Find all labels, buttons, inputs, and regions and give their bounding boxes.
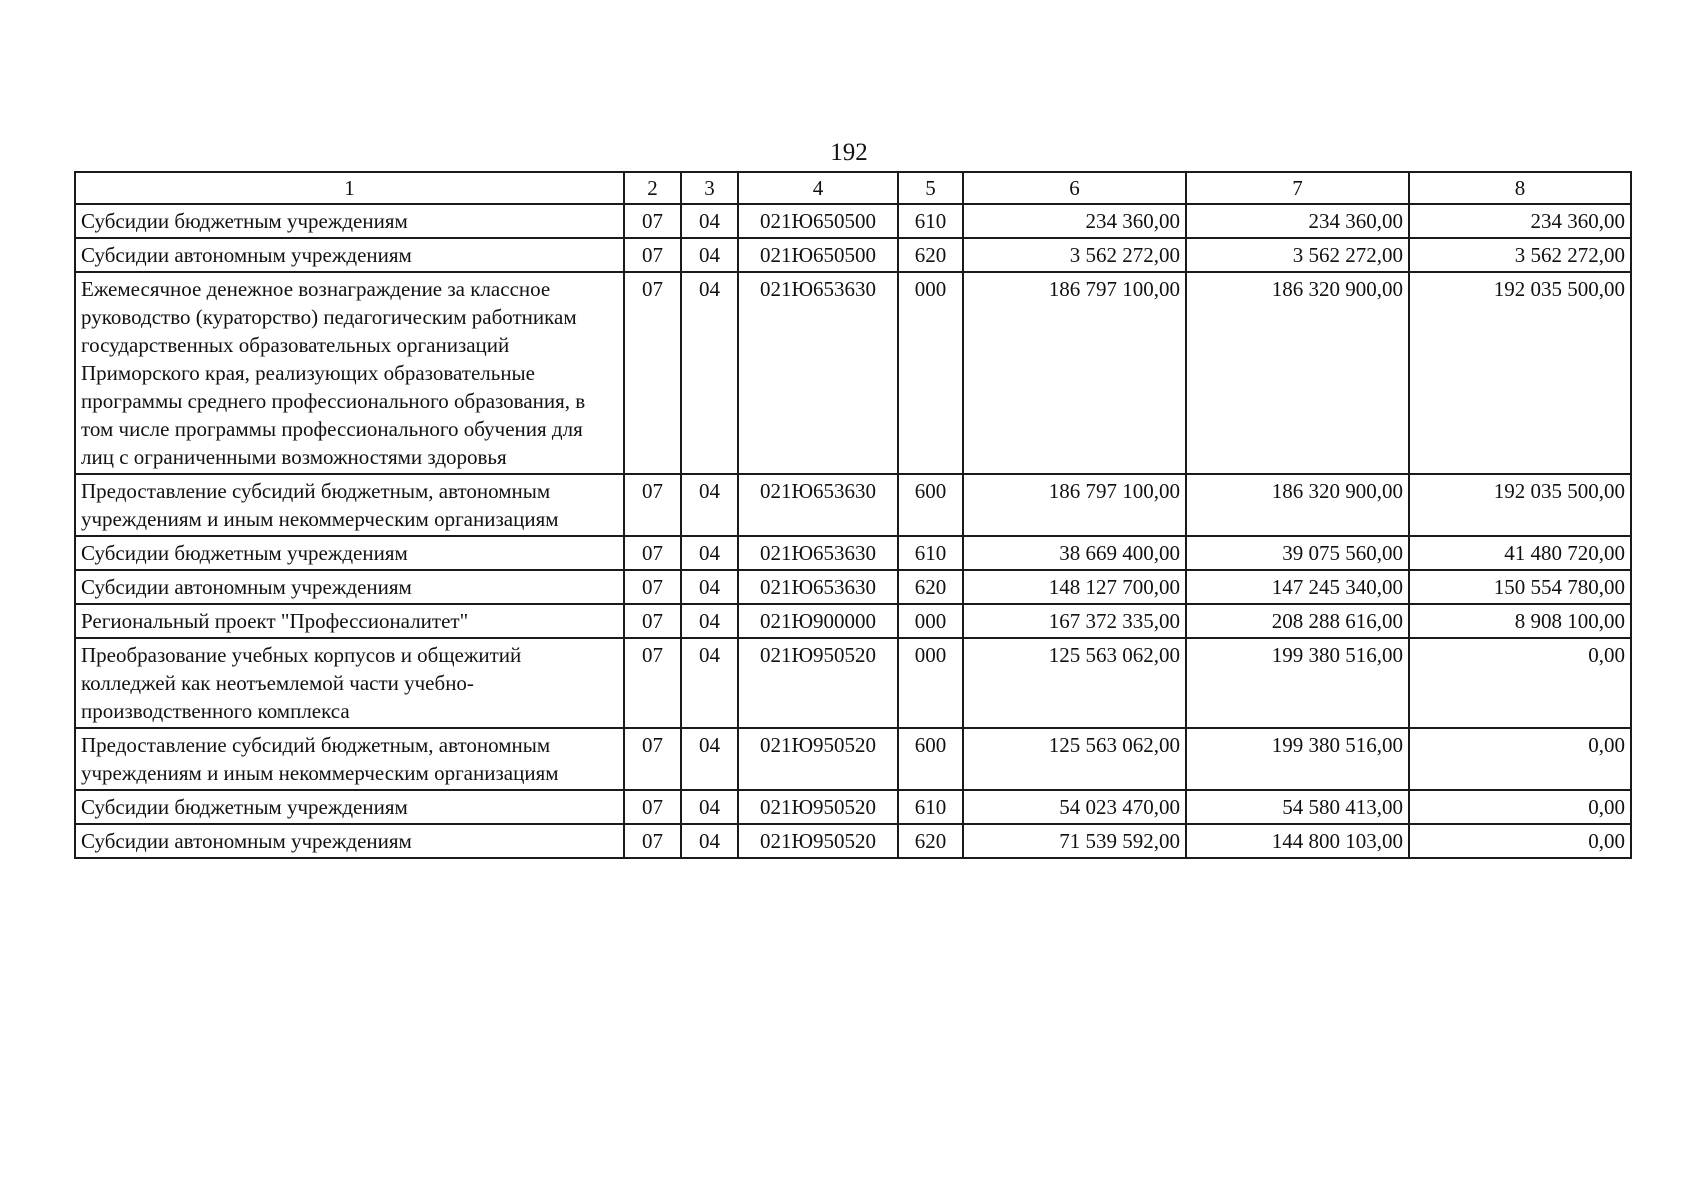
row-target-code: 021Ю900000 (738, 604, 898, 638)
row-name: Предоставление субсидий бюджетным, автономным учреждениям и иным некоммерческим организациям (75, 728, 624, 790)
row-amount-col8: 41 480 720,00 (1409, 536, 1631, 570)
row-subsection: 04 (681, 638, 738, 728)
row-section: 07 (624, 824, 681, 858)
row-expense-type: 000 (898, 272, 963, 474)
row-subsection: 04 (681, 824, 738, 858)
row-target-code: 021Ю950520 (738, 824, 898, 858)
column-header-3: 3 (681, 172, 738, 204)
row-section: 07 (624, 570, 681, 604)
row-target-code: 021Ю950520 (738, 638, 898, 728)
column-header-8: 8 (1409, 172, 1631, 204)
row-name: Предоставление субсидий бюджетным, автономным учреждениям и иным некоммерческим организациям (75, 474, 624, 536)
row-amount-col8: 8 908 100,00 (1409, 604, 1631, 638)
row-subsection: 04 (681, 790, 738, 824)
row-amount-col7: 234 360,00 (1186, 204, 1409, 238)
row-name: Субсидии автономным учреждениям (75, 570, 624, 604)
row-amount-col7: 144 800 103,00 (1186, 824, 1409, 858)
row-expense-type: 000 (898, 604, 963, 638)
row-expense-type: 000 (898, 638, 963, 728)
row-subsection: 04 (681, 474, 738, 536)
row-amount-col6: 71 539 592,00 (963, 824, 1186, 858)
row-amount-col7: 208 288 616,00 (1186, 604, 1409, 638)
row-amount-col7: 186 320 900,00 (1186, 474, 1409, 536)
row-amount-col7: 54 580 413,00 (1186, 790, 1409, 824)
table-row (75, 638, 1631, 728)
row-name: Субсидии автономным учреждениям (75, 238, 624, 272)
row-section: 07 (624, 474, 681, 536)
row-name: Региональный проект "Профессионалитет" (75, 604, 624, 638)
row-amount-col6: 234 360,00 (963, 204, 1186, 238)
row-target-code: 021Ю653630 (738, 474, 898, 536)
row-amount-col8: 192 035 500,00 (1409, 272, 1631, 474)
row-target-code: 021Ю653630 (738, 536, 898, 570)
table-row (75, 570, 1631, 604)
row-amount-col6: 186 797 100,00 (963, 272, 1186, 474)
row-section: 07 (624, 728, 681, 790)
row-amount-col7: 3 562 272,00 (1186, 238, 1409, 272)
table-row (75, 204, 1631, 238)
row-amount-col6: 54 023 470,00 (963, 790, 1186, 824)
row-section: 07 (624, 638, 681, 728)
row-expense-type: 620 (898, 238, 963, 272)
row-amount-col7: 199 380 516,00 (1186, 728, 1409, 790)
column-header-7: 7 (1186, 172, 1409, 204)
row-section: 07 (624, 204, 681, 238)
row-amount-col8: 150 554 780,00 (1409, 570, 1631, 604)
row-expense-type: 610 (898, 204, 963, 238)
row-amount-col6: 125 563 062,00 (963, 638, 1186, 728)
row-expense-type: 610 (898, 536, 963, 570)
row-amount-col7: 39 075 560,00 (1186, 536, 1409, 570)
row-expense-type: 620 (898, 824, 963, 858)
row-section: 07 (624, 604, 681, 638)
row-amount-col8: 3 562 272,00 (1409, 238, 1631, 272)
row-subsection: 04 (681, 204, 738, 238)
row-target-code: 021Ю650500 (738, 204, 898, 238)
table-row (75, 238, 1631, 272)
header-row (75, 172, 1631, 204)
row-name: Субсидии бюджетным учреждениям (75, 536, 624, 570)
row-amount-col6: 148 127 700,00 (963, 570, 1186, 604)
column-header-1: 1 (75, 172, 624, 204)
row-subsection: 04 (681, 604, 738, 638)
table-row (75, 272, 1631, 474)
column-header-4: 4 (738, 172, 898, 204)
row-section: 07 (624, 790, 681, 824)
table-row (75, 790, 1631, 824)
row-amount-col6: 38 669 400,00 (963, 536, 1186, 570)
table-row (75, 728, 1631, 790)
table-row (75, 536, 1631, 570)
row-name: Преобразование учебных корпусов и общежитий колледжей как неотъемлемой части учебно-производственного комплекса (75, 638, 624, 728)
row-amount-col8: 0,00 (1409, 638, 1631, 728)
row-amount-col6: 125 563 062,00 (963, 728, 1186, 790)
budget-table (74, 171, 1632, 859)
row-expense-type: 600 (898, 474, 963, 536)
row-expense-type: 620 (898, 570, 963, 604)
row-section: 07 (624, 272, 681, 474)
row-amount-col8: 0,00 (1409, 790, 1631, 824)
row-name: Субсидии бюджетным учреждениям (75, 790, 624, 824)
row-target-code: 021Ю653630 (738, 272, 898, 474)
row-target-code: 021Ю650500 (738, 238, 898, 272)
row-amount-col7: 147 245 340,00 (1186, 570, 1409, 604)
row-target-code: 021Ю950520 (738, 728, 898, 790)
table-row (75, 604, 1631, 638)
column-header-5: 5 (898, 172, 963, 204)
row-amount-col6: 3 562 272,00 (963, 238, 1186, 272)
row-expense-type: 600 (898, 728, 963, 790)
column-header-6: 6 (963, 172, 1186, 204)
row-name: Субсидии автономным учреждениям (75, 824, 624, 858)
row-amount-col7: 199 380 516,00 (1186, 638, 1409, 728)
row-subsection: 04 (681, 728, 738, 790)
row-amount-col8: 0,00 (1409, 728, 1631, 790)
row-subsection: 04 (681, 272, 738, 474)
row-target-code: 021Ю653630 (738, 570, 898, 604)
row-name: Субсидии бюджетным учреждениям (75, 204, 624, 238)
row-subsection: 04 (681, 570, 738, 604)
column-header-2: 2 (624, 172, 681, 204)
row-target-code: 021Ю950520 (738, 790, 898, 824)
row-subsection: 04 (681, 238, 738, 272)
table-row (75, 474, 1631, 536)
row-section: 07 (624, 238, 681, 272)
page-number: 192 (830, 139, 868, 166)
row-amount-col8: 0,00 (1409, 824, 1631, 858)
row-amount-col7: 186 320 900,00 (1186, 272, 1409, 474)
row-amount-col8: 234 360,00 (1409, 204, 1631, 238)
row-subsection: 04 (681, 536, 738, 570)
row-amount-col6: 186 797 100,00 (963, 474, 1186, 536)
row-amount-col6: 167 372 335,00 (963, 604, 1186, 638)
row-expense-type: 610 (898, 790, 963, 824)
row-section: 07 (624, 536, 681, 570)
table-row (75, 824, 1631, 858)
row-amount-col8: 192 035 500,00 (1409, 474, 1631, 536)
row-name: Ежемесячное денежное вознаграждение за классное руководство (кураторство) педагогическим работникам государственных образовательных организаций Приморского края, реализующих образовательные программы среднего профессионального образования, в том числе программы профессионального обучения для лиц с ограниченными возможностями здоровья (75, 272, 624, 474)
